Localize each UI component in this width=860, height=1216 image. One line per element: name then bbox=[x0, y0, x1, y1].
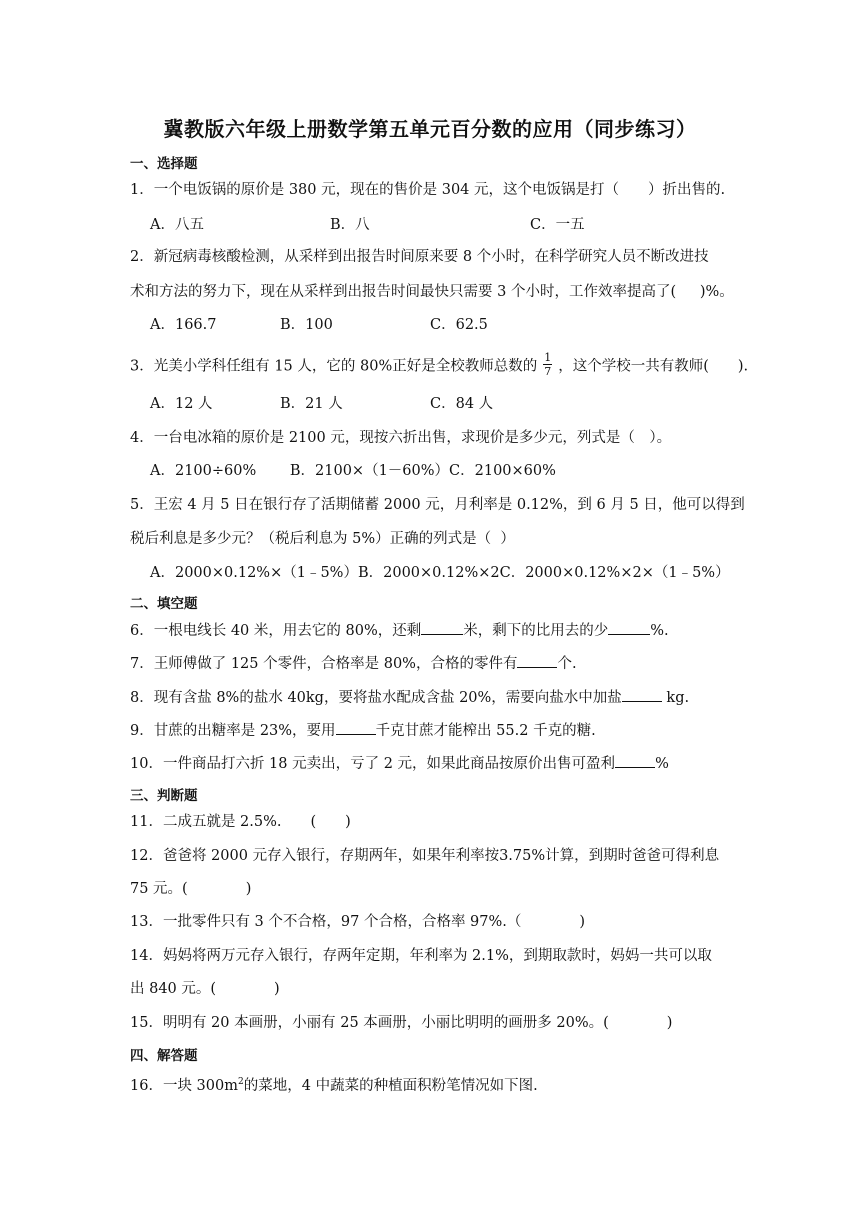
q2-option-c: C．62.5 bbox=[430, 317, 488, 333]
question-12-line-1: 12．爸爸将 2000 元存入银行，存期两年，如果年利率按3.75%计算，到期时爸爸可得利息 bbox=[130, 848, 720, 864]
fraction-denominator: 7 bbox=[544, 365, 552, 378]
q9-text-2: 千克甘蔗才能榨出 55.2 千克的糖. bbox=[375, 723, 596, 739]
question-4: 4．一台电冰箱的原价是 2100 元，现按六折出售，求现价是多少元，列式是（ ）。 bbox=[130, 430, 672, 446]
q8-text-2: kg. bbox=[661, 690, 690, 706]
question-9 bbox=[130, 720, 596, 741]
q8-text-1: 8．现有含盐 8%的盐水 40kg，要将盐水配成含盐 20%，需要向盐水中加盐 bbox=[130, 690, 622, 706]
q3-option-c: C．84 人 bbox=[430, 396, 494, 412]
q7-text-1: 7．王师傅做了 125 个零件，合格率是 80%，合格的零件有 bbox=[130, 656, 518, 672]
fraction-numerator: 1 bbox=[544, 351, 552, 364]
question-2-line-1: 2．新冠病毒核酸检测，从采样到出报告时间原来要 8 个小时，在科学研究人员不断改进技 bbox=[130, 249, 709, 265]
question-10 bbox=[130, 753, 669, 774]
q1-option-c: C．一五 bbox=[530, 217, 585, 233]
section-heading-choice: 一、选择题 bbox=[130, 156, 198, 172]
question-8 bbox=[130, 687, 689, 708]
q3-option-a: A．12 人 bbox=[150, 396, 213, 412]
q6-text-1: 6．一根电线长 40 米，用去它的 80%，还剩 bbox=[130, 623, 422, 639]
q4-options: A．2100÷60% B．2100×（1－60%）C．2100×60% bbox=[150, 463, 556, 479]
answer-blank[interactable] bbox=[622, 687, 662, 702]
answer-blank[interactable] bbox=[336, 720, 376, 735]
q2-option-b: B．100 bbox=[280, 317, 333, 333]
answer-blank[interactable] bbox=[517, 653, 557, 668]
superscript-two: 2 bbox=[238, 1077, 244, 1087]
question-12-line-2: 75 元。( ) bbox=[130, 881, 252, 897]
q6-text-3: %. bbox=[650, 623, 669, 639]
q1-option-a: A．八五 bbox=[150, 217, 204, 233]
question-15: 15．明明有 20 本画册，小丽有 25 本画册，小丽比明明的画册多 20%。( ) bbox=[130, 1015, 673, 1031]
question-14-line-2: 出 840 元。( ) bbox=[130, 981, 280, 997]
q5-options: A．2000×0.12%×（1﹣5%）B．2000×0.12%×2C．2000×0.12%×2×（1﹣5%） bbox=[150, 565, 730, 581]
answer-blank[interactable] bbox=[615, 753, 655, 768]
question-7 bbox=[130, 653, 577, 674]
q9-text-1: 9．甘蔗的出糖率是 23%，要用 bbox=[130, 723, 336, 739]
question-16 bbox=[130, 1072, 538, 1096]
question-2-line-2: 术和方法的努力下，现在从采样到出报告时间最快只需要 3 个小时，工作效率提高了( )%。 bbox=[130, 284, 734, 300]
q3-option-b: B．21 人 bbox=[280, 396, 343, 412]
question-5-line-2: 税后利息是多少元？（税后利息为 5%）正确的列式是（ ） bbox=[130, 531, 515, 547]
section-heading-fill: 二、填空题 bbox=[130, 596, 198, 612]
fraction-one-seventh bbox=[543, 352, 552, 377]
question-5-line-1: 5．王宏 4 月 5 日在银行存了活期储蓄 2000 元，月利率是 0.12%，到 6 月 5 日，他可以得到 bbox=[130, 497, 745, 513]
answer-blank[interactable] bbox=[421, 620, 463, 635]
question-14-line-1: 14．妈妈将两万元存入银行，存两年定期，年利率为 2.1%，到期取款时，妈妈一共可以取 bbox=[130, 948, 712, 964]
q3-text-pre: 3．光美小学科任组有 15 人，它的 80%正好是全校教师总数的 bbox=[130, 358, 538, 375]
section-heading-solve: 四、解答题 bbox=[130, 1048, 198, 1064]
q7-text-2: 个. bbox=[557, 656, 577, 672]
q16-text-post: 的菜地，4 中蔬菜的种植面积粉笔情况如下图. bbox=[243, 1077, 538, 1094]
section-heading-judge: 三、判断题 bbox=[130, 788, 198, 804]
q1-option-b: B．八 bbox=[330, 217, 370, 233]
q10-text-1: 10．一件商品打六折 18 元卖出，亏了 2 元，如果此商品按原价出售可盈利 bbox=[130, 756, 616, 772]
q3-text-post: ，这个学校一共有教师( ). bbox=[558, 358, 749, 375]
question-6 bbox=[130, 620, 669, 641]
q16-text-pre: 16．一块 300m bbox=[130, 1077, 238, 1094]
page-title: 冀教版六年级上册数学第五单元百分数的应用（同步练习） bbox=[163, 117, 697, 141]
q6-text-2: 米，剩下的比用去的少 bbox=[463, 623, 609, 639]
q10-text-2: % bbox=[655, 756, 669, 772]
question-11: 11．二成五就是 2.5%. ( ) bbox=[130, 814, 351, 830]
question-13: 13．一批零件只有 3 个不合格，97 个合格，合格率 97%.（ ) bbox=[130, 914, 586, 930]
q2-option-a: A．166.7 bbox=[150, 317, 217, 333]
question-3 bbox=[130, 351, 749, 379]
answer-blank[interactable] bbox=[608, 620, 650, 635]
question-1: 1．一个电饭锅的原价是 380 元，现在的售价是 304 元，这个电饭锅是打（ ）折出售的. bbox=[130, 182, 726, 198]
